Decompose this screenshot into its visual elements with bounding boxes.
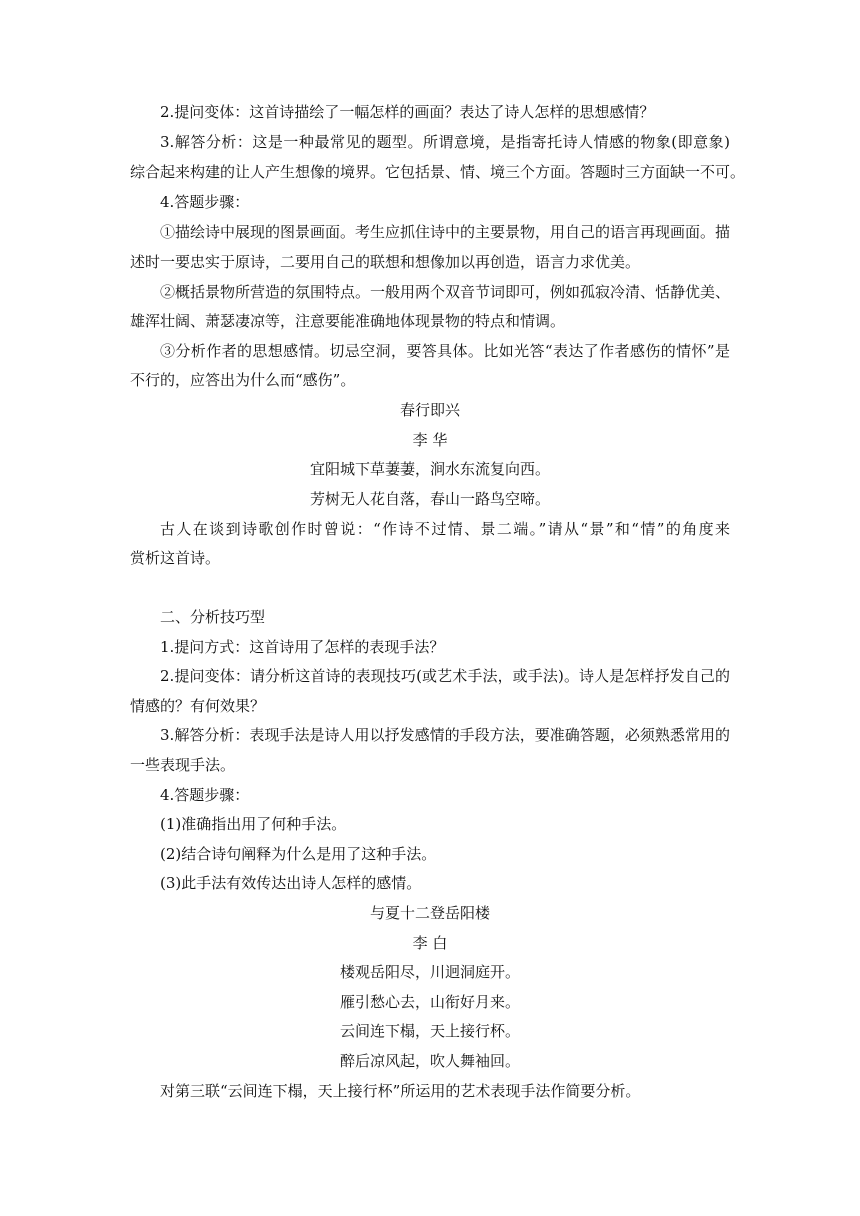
analysis-line-2: 一些表现手法。 <box>130 756 236 774</box>
poem-line: 云间连下榻，天上接行杯。 <box>339 1022 520 1040</box>
section-heading: 二、分析技巧型 <box>160 608 266 626</box>
question-variant-line-2: 情感的？有何效果？ <box>130 697 266 715</box>
poem-line: 雁引愁心去，山衔好月来。 <box>339 993 520 1011</box>
steps-title: 4.答题步骤： <box>160 193 250 211</box>
step1-line-1: ①描绘诗中展现的图景画面。考生应抓住诗中的主要景物，用自己的语言再现画面。描 <box>160 223 731 241</box>
step3-line-1: ③分析作者的思想感情。切忌空洞，要答具体。比如光答“表达了作者感伤的情怀”是 <box>160 342 730 360</box>
question-method-line: 1.提问方式：这首诗用了怎样的表现手法？ <box>160 638 445 656</box>
step1-line-2: 述时一要忠实于原诗，二要用自己的联想和想像加以再创造，语言力求优美。 <box>130 253 641 271</box>
analysis-line-1: 3.解答分析：这是一种最常见的题型。所谓意境，是指寄托诗人情感的物象(即意象) <box>160 133 730 151</box>
poem-line: 楼观岳阳尽，川迥洞庭开。 <box>339 963 520 981</box>
step3-line-2: 不行的，应答出为什么而“感伤”。 <box>130 371 356 389</box>
question-line-1: 古人在谈到诗歌创作时曾说：“作诗不过情、景二端。”请从“景”和“情”的角度来 <box>160 520 730 538</box>
step2-line-2: 雄浑壮阔、萧瑟凄凉等，注意要能准确地体现景物的特点和情调。 <box>130 312 566 330</box>
step-3: (3)此手法有效传达出诗人怎样的感情。 <box>160 874 422 892</box>
question-variant-line-1: 2.提问变体：请分析这首诗的表现技巧(或艺术手法，或手法)。诗人是怎样抒发自己的 <box>160 667 730 685</box>
question-line-2: 赏析这首诗。 <box>130 549 221 567</box>
step-2: (2)结合诗句阐释为什么是用了这种手法。 <box>160 845 437 863</box>
poem-author: 李 华 <box>412 431 448 449</box>
poem-author: 李 白 <box>412 934 448 952</box>
poem-line: 芳树无人花自落，春山一路鸟空啼。 <box>309 490 550 508</box>
analysis-line-2: 综合起来构建的让人产生想像的境界。它包括景、情、境三个方面。答题时三方面缺一不可。 <box>130 163 746 181</box>
poem-line: 醉后凉风起，吹人舞袖回。 <box>339 1052 520 1070</box>
analysis-line-1: 3.解答分析：表现手法是诗人用以抒发感情的手段方法，要准确答题，必须熟悉常用的 <box>160 726 730 744</box>
step-1: (1)准确指出用了何种手法。 <box>160 815 347 833</box>
steps-title: 4.答题步骤： <box>160 786 250 804</box>
question-line: 对第三联“云间连下榻，天上接行杯”所运用的艺术表现手法作简要分析。 <box>160 1082 641 1100</box>
poem-title: 与夏十二登岳阳楼 <box>369 904 490 922</box>
poem-title: 春行即兴 <box>399 401 460 419</box>
poem-line: 宜阳城下草萋萋，涧水东流复向西。 <box>309 460 550 478</box>
step2-line-1: ②概括景物所营造的氛围特点。一般用两个双音节词即可，例如孤寂冷清、恬静优美、 <box>160 283 731 301</box>
question-variant-line: 2.提问变体：这首诗描绘了一幅怎样的画面？表达了诗人怎样的思想感情？ <box>160 103 655 121</box>
